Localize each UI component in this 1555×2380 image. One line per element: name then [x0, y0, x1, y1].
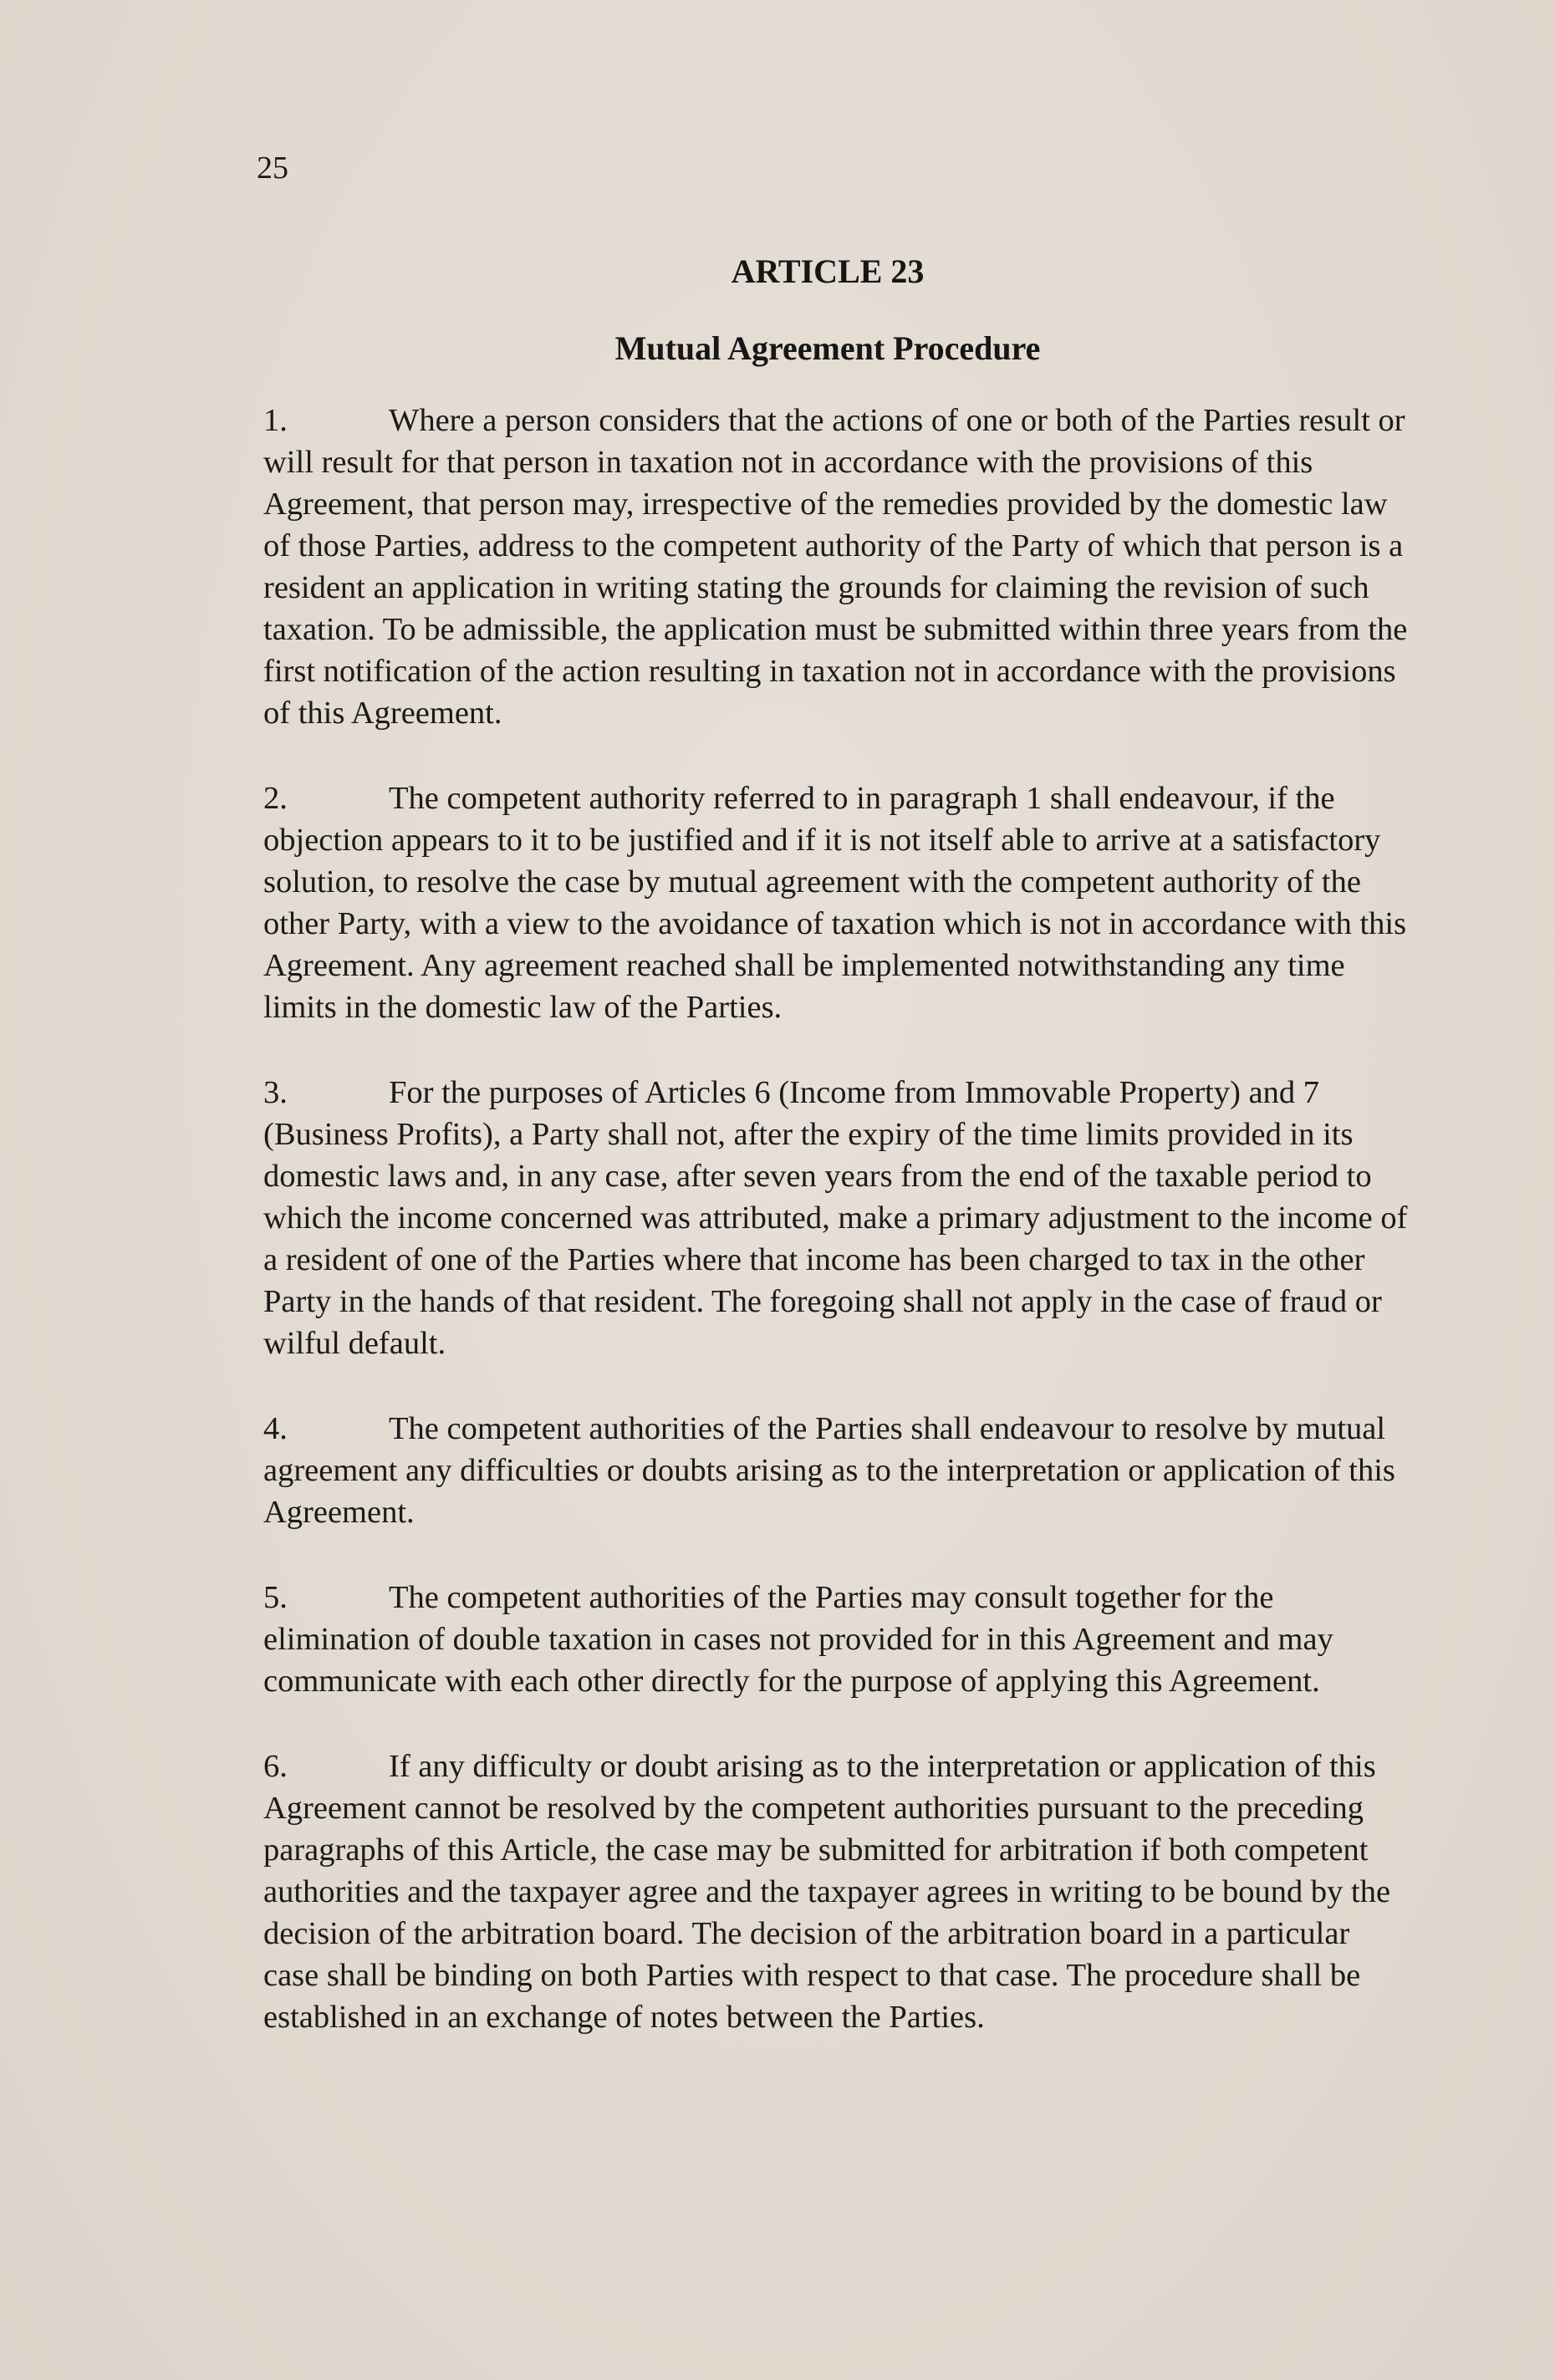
paragraph-text: The competent authorities of the Parties may consult together for the elimination of double taxation in cases not provided for in this Agreement and may communicate with each other directly for the purpose of applying this Agreement. [263, 1580, 1333, 1699]
paragraph-number: 4. [263, 1411, 288, 1446]
paragraph-text: If any difficulty or doubt arising as to the interpretation or application of this Agreement cannot be resolved by the competent authorities pursuant to the preceding paragraphs of this Article, the case may be submitted for arbitration if both competent authorities and the taxpayer agree and the taxpayer agrees in writing to be bound by the decision of the arbitration board. The decision of the arbitration board in a particular case shall be binding on both Parties with respect to that case. The procedure shall be established in an exchange of notes between the Parties. [263, 1749, 1391, 2035]
paragraph-number: 3. [263, 1075, 288, 1110]
paragraph-text: The competent authorities of the Parties shall endeavour to resolve by mutual agreement any difficulties or doubts arising as to the interpretation or application of this Agreement. [263, 1411, 1395, 1530]
paragraph-text: Where a person considers that the actions of one or both of the Parties result or will result for that person in taxation not in accordance with the provisions of this Agreement, that person may, irrespective of the remedies provided by the domestic law of those Parties, address to the competent authority of the Party of which that person is a resident an application in writing stating the grounds for claiming the revision of such taxation. To be admissible, the application must be submitted within three years from the first notification of the action resulting in taxation not in accordance with the provisions of this Agreement. [263, 403, 1408, 731]
paragraph-text: The competent authority referred to in paragraph 1 shall endeavour, if the objection appears to it to be justified and if it is not itself able to arrive at a satisfactory solution, to resolve the case by mutual agreement with the competent authority of the other Party, with a view to the avoidance of taxation which is not in accordance with this Agreement. Any agreement reached shall be implemented notwithstanding any time limits in the domestic law of the Parties. [263, 781, 1407, 1025]
paragraph-number: 1. [263, 403, 288, 438]
page-number: 25 [257, 150, 288, 186]
paragraph-text: For the purposes of Articles 6 (Income from Immovable Property) and 7 (Business Profits), a Party shall not, after the expiry of the time limits provided in its domestic laws and, in any case, after seven years from the end of the taxable period to which the income concerned was attributed, make a primary adjustment to the income of a resident of one of the Parties where that income has been charged to tax in the other Party in the hands of that resident. The foregoing shall not apply in the case of fraud or wilful default. [263, 1075, 1408, 1361]
article-subtitle: Mutual Agreement Procedure [614, 329, 1041, 367]
paragraph-3 [263, 1072, 1413, 1364]
paragraph-number: 6. [263, 1749, 288, 1784]
paragraph-5 [263, 1577, 1413, 1702]
paragraph-number: 2. [263, 781, 288, 816]
article-body [263, 400, 1413, 2082]
paragraph-2 [263, 777, 1413, 1028]
paragraph-6 [263, 1746, 1413, 2038]
paragraph-number: 5. [263, 1580, 288, 1615]
paragraph-4 [263, 1408, 1413, 1533]
paragraph-1 [263, 400, 1413, 734]
article-title: ARTICLE 23 [731, 252, 925, 290]
